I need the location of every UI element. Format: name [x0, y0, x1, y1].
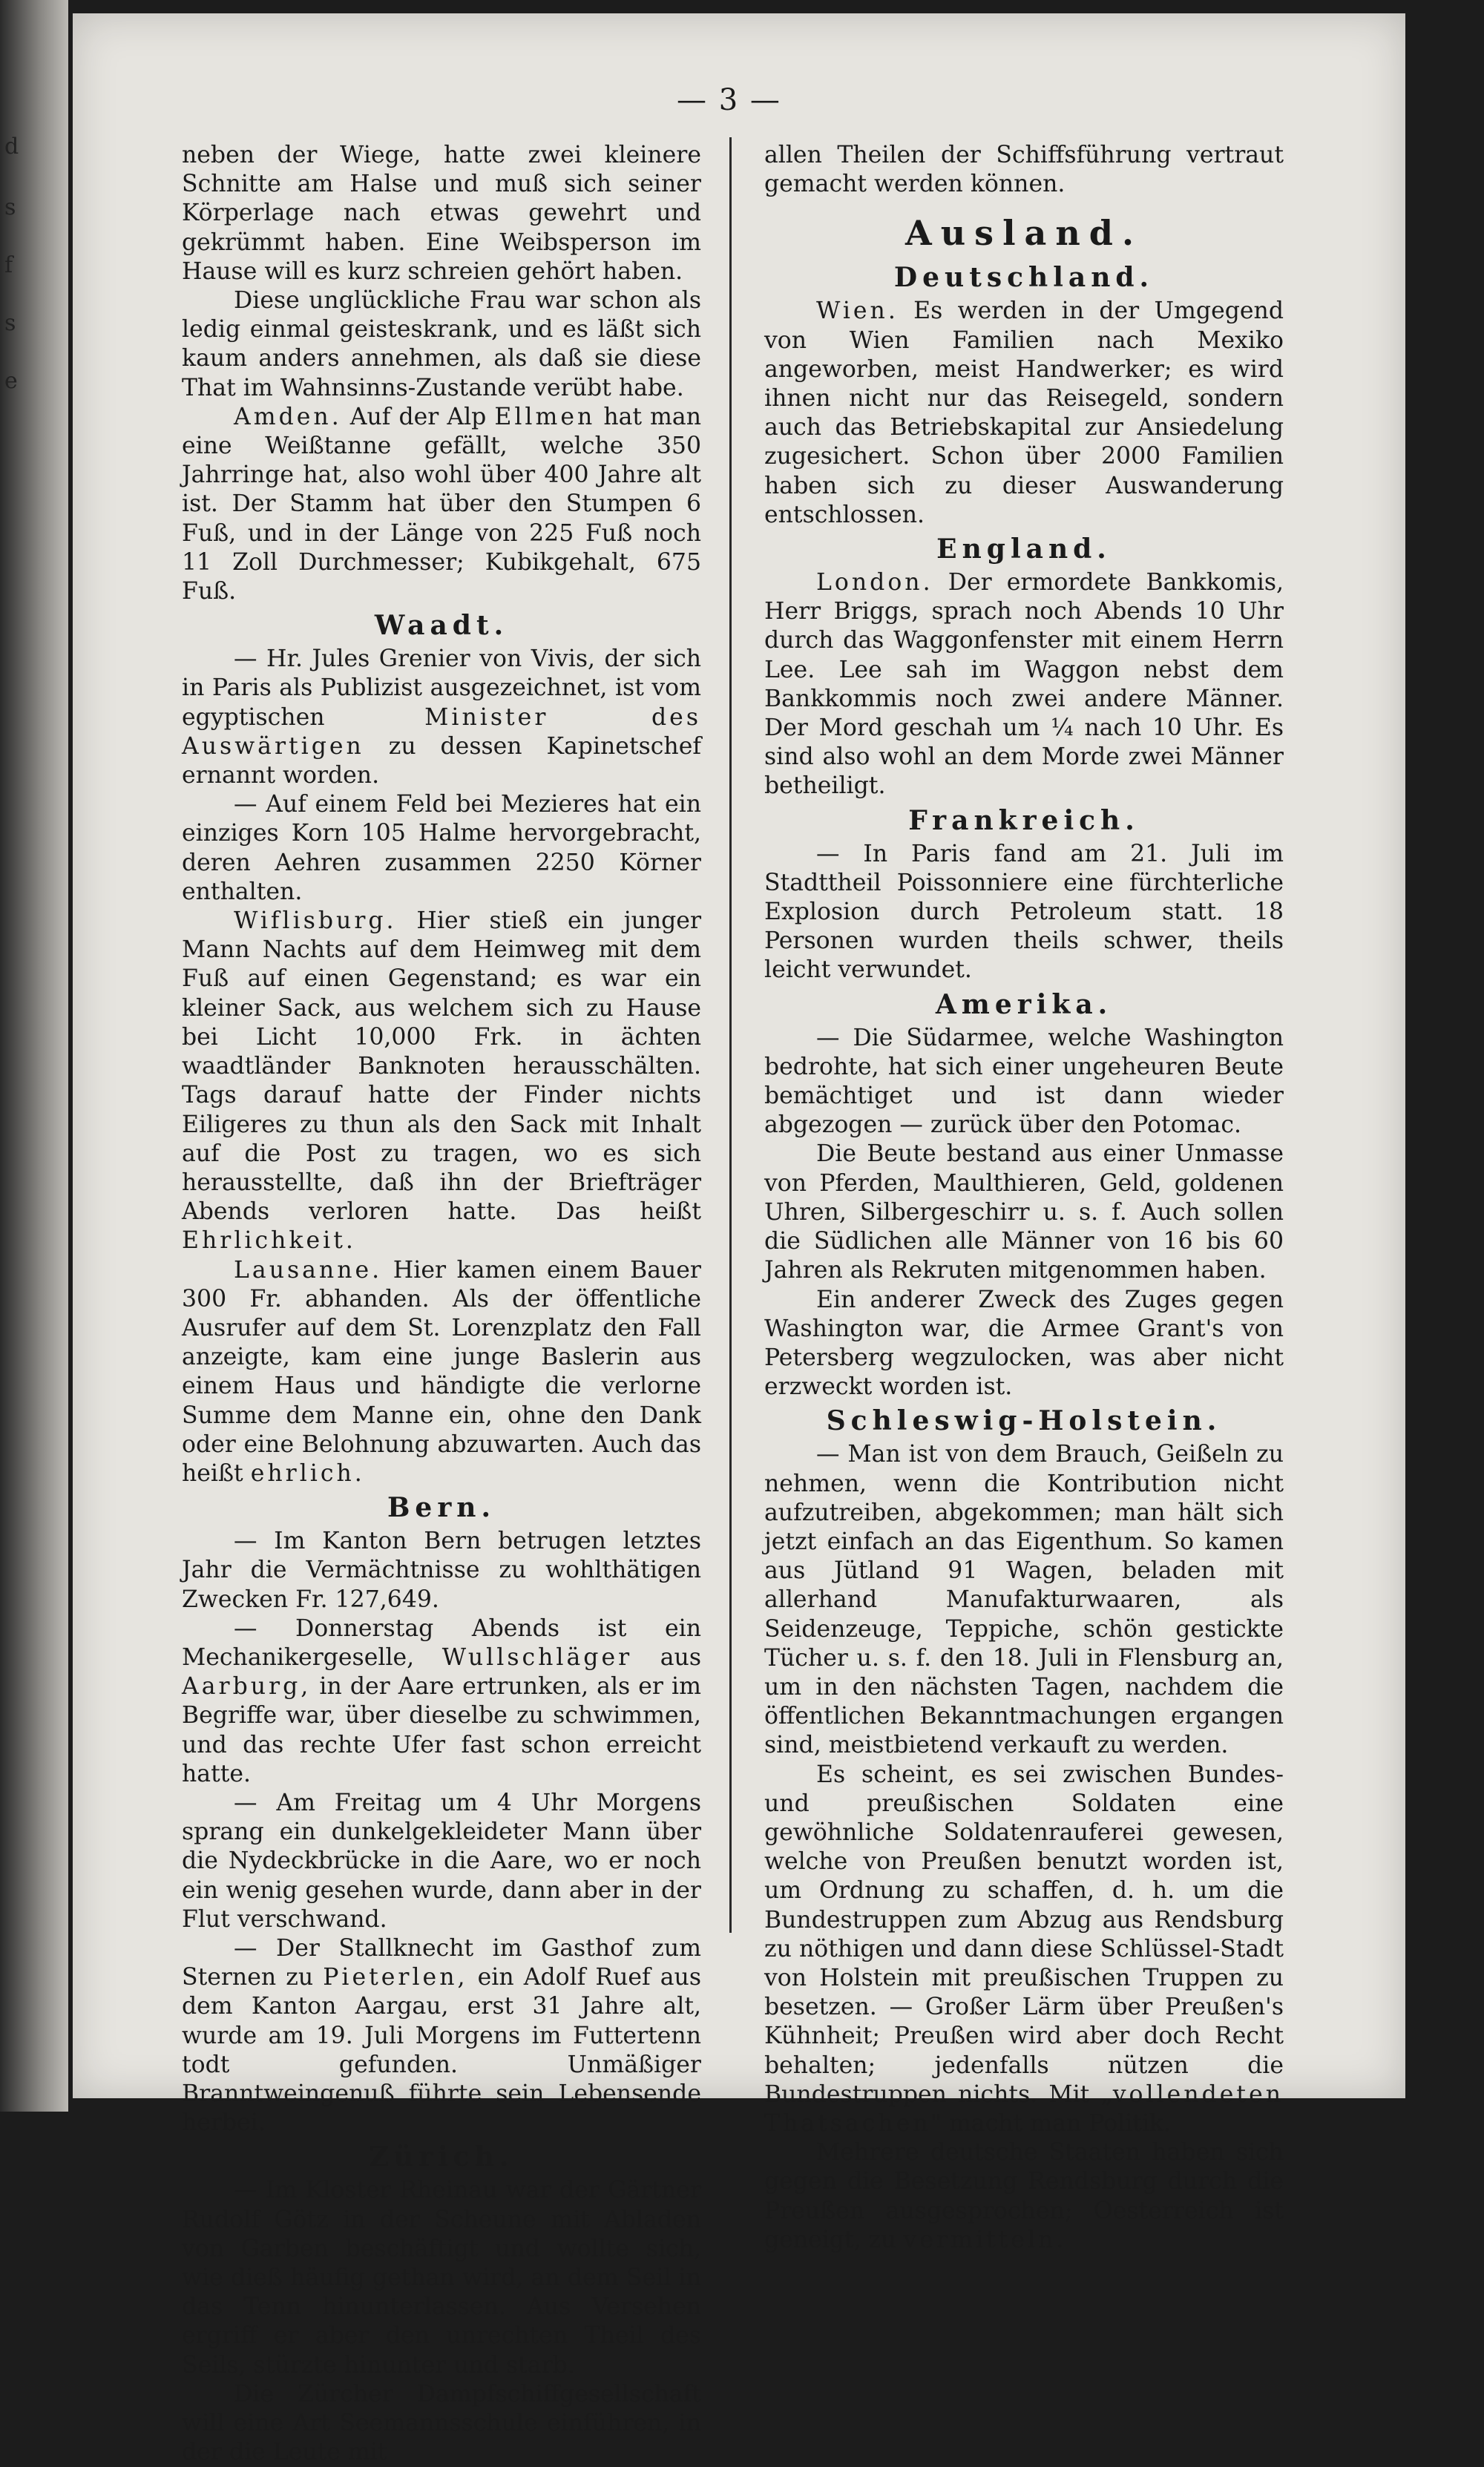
section-heading-zuerich: Zürich. — [369, 2141, 514, 2173]
previous-page-edge: d s f s e — [0, 0, 68, 2112]
article-wiflisburg: Wiflisburg. Hier stieß ein junger Mann Nachts auf dem Heimweg mit dem Fuß auf einen Gegenstand; es war ein kleiner Sack, aus welchem sich zu Hause bei Licht 10,000 Frk. in ächten waadtländer Banknoten herausschälten. Tags darauf hatte der Finder nichts Eiligeres zu thun als den Sack mit Inhalt auf die Post zu tragen, wo es sich herausstellte, daß ihn der Briefträger Abends verloren hatte. Das heißt Ehrlichkeit. — [182, 907, 702, 1255]
section-heading-bern: Bern. — [387, 1492, 496, 1524]
place-name: Wiflisburg. — [234, 907, 397, 935]
section-heading-deutschland: Deutschland. — [893, 262, 1155, 294]
section-heading-schleswig-holstein: Schleswig-Holstein. — [826, 1405, 1222, 1437]
column-rule — [729, 137, 732, 1933]
article-paragraph: — Im Kloster Rheinau war der Gärtner Rudolf Götz in der Scheune mit Abladen von Garben beschäftigt und wollte sich, wie dieß häufig gethan wird, an dem Seil in das Tenn hinunterlassen. Aus Versehen ergriff er aber den unrechten Theil des Seils, stürzte hinunter und starb. — [182, 2177, 701, 2379]
section-heading-waadt: Waadt. — [374, 610, 509, 642]
article-paragraph: — Am Freitag um 4 Uhr Morgens sprang ein dunkelgekleideter Mann über die Nydeckbrücke in die Aare, wo er noch ein wenig gesehen wurde, dann aber in der Flut verschwand. — [182, 1789, 701, 1933]
place-name: Wien. — [816, 298, 899, 325]
section-heading-frankreich: Frankreich. — [908, 804, 1140, 836]
section-heading-ausland: Ausland. — [905, 213, 1143, 254]
alp-name: Ellmen — [494, 403, 596, 430]
article-paragraph: allen Theilen der Schiffsführung vertraut gemacht werden können. — [764, 142, 1284, 198]
article-london: London. Der ermordete Bankkomis, Herr Briggs, sprach noch Abends 10 Uhr durch das Waggonfenster mit einem Herrn Lee. Lee sah im Waggon nebst dem Bankkommis noch zwei andere Männer. Der Mord geschah um ¼ nach 10 Uhr. Es sind also wohl an dem Morde zwei Männer betheiligt. — [764, 569, 1284, 800]
article-paragraph: Diese unglückliche Frau war schon als ledig einmal geisteskrank, und es läßt sich kaum anders annehmen, als daß sie diese That im Wahnsinns-Zustande verübt habe. — [182, 287, 701, 401]
article-paragraph: neben der Wiege, hatte zwei kleinere Schnitte am Halse und muß sich seiner Körperlage nach etwas gewehrt und gekrümmt haben. Eine Weibsperson im Hause will es kurz schreien gehört haben. — [182, 142, 701, 285]
left-column — [182, 141, 701, 2467]
article-wullschlaeger: — Donnerstag Abends ist ein Mechanikergeselle, Wullschläger aus Aarburg, in der Aare ertrunken, als er im Begriffe war, über dieselbe zu schwimmen, und das rechte Ufer fast schon erreicht hatte. — [182, 1614, 702, 1787]
article-paragraph: — Die Südarmee, welche Washington bedrohte, hat sich einer ungeheuren Beute bemächtiget und ist dann wieder abgezogen — zurück über den Potomac. — [764, 1024, 1284, 1139]
article-paragraph: Ein anderer Zweck des Zuges gegen Washington war, die Armee Grant's von Petersberg wegzulocken, was aber nicht erzweckt worden ist. — [764, 1286, 1284, 1401]
article-rendsburg: Es scheint, es sei zwischen Bundes- und preußischen Soldaten eine gewöhnliche Soldatenrauferei gewesen, welche von Preußen benutzt worden ist, um Ordnung zu schaffen, d. h. um die Bundestruppen zum Abzug aus Rendsburg zu nöthigen und dann diese Schlüssel-Stadt von Holstein mit preußischen Truppen zu besetzen. — Großer Lärm über Preußen's Kühnheit; Preußen wird aber doch Recht behalten; jedenfalls nützen die Bundestruppen nichts. Mit „vollendeten Thatsachen" macht man Politik. — [764, 1761, 1284, 2137]
section-heading-amerika: Amerika. — [935, 988, 1113, 1020]
article-paragraph: — Im Kanton Bern betrugen letztes Jahr die Vermächtnisse zu wohlthätigen Zwecken Fr. 127,649. — [182, 1528, 701, 1613]
page-number: — 3 — — [677, 83, 781, 117]
section-heading-england: England. — [936, 533, 1112, 565]
article-lausanne: Lausanne. Hier kamen einem Bauer 300 Fr. abhanden. Als der öffentliche Ausrufer auf dem St. Lorenzplatz den Fall anzeigte, kam eine junge Baslerin aus einem Haus und händigte die verlorne Summe dem Manne ein, ohne den Dank oder eine Belohnung abzuwarten. Auch das heißt ehrlich. — [182, 1256, 701, 1487]
article-paragraph: — Man ist von dem Brauch, Geißeln zu nehmen, wenn die Kontribution nicht aufzutreiben, abgekommen; man hält sich jetzt einfach an das Eigenthum. So kamen aus Jütland 91 Wagen, beladen mit allerhand Manufakturwaaren, als Seidenzeuge, Teppiche, schön gestickte Tücher u. s. f. den 18. Juli in Flensburg an, um in den nächsten Tagen, nachdem die öffentlichen Bekanntmachungen ergangen sind, meistbietend verkauft zu werden. — [764, 1441, 1284, 1759]
article-paragraph: — Auf einem Feld bei Mezieres hat ein einziges Korn 105 Halme hervorgebracht, deren Aehren zusammen 2250 Körner enthalten. — [182, 791, 701, 905]
place-name: London. — [816, 569, 933, 597]
place-name: Lausanne. — [234, 1256, 383, 1284]
place-name: Amden. — [234, 403, 342, 430]
article-amden: Amden. Auf der Alp Ellmen hat man eine Weißtanne gefällt, welche 350 Jahrringe hat, also wohl über 400 Jahre alt ist. Der Stamm hat über den Stumpen 6 Fuß, und in der Länge von 225 Fuß noch 11 Zoll Durchmesser; Kubikgehalt, 675 Fuß. — [182, 403, 701, 605]
article-paragraph: Die Beute bestand aus einer Unmasse von Pferden, Maulthieren, Geld, goldenen Uhren, Silbergeschirr u. s. f. Auch sollen die Südlichen alle Männer von 16 bis 60 Jahren als Rekruten mitgenommen haben. — [764, 1140, 1284, 1284]
article-stallknecht: — Der Stallknecht im Gasthof zum Sternen zu Pieterlen, ein Adolf Ruef aus dem Kanton Aargau, erst 31 Jahre alt, wurde am 19. Juli Morgens im Futtertenn todt gefunden. Unmäßiger Branntweingenuß führte sein Lebensende herbei. — [182, 1934, 702, 2137]
right-column — [764, 141, 1284, 2255]
article-wien: Wien. Es werden in der Umgegend von Wien Familien nach Mexiko angeworben, meist Handwerker; es wird ihnen nicht nur das Reisegeld, sondern auch das Betriebskapital zur Ansiedelung zugesichert. Schon über 2000 Familien haben sich zu dieser Auswanderung entschlossen. — [764, 298, 1284, 528]
article-grenier: — Hr. Jules Grenier von Vivis, der sich in Paris als Publizist ausgezeichnet, ist vom egyptischen Minister des Auswärtigen zu dessen Kapinetschef ernannt worden. — [182, 646, 702, 789]
article-staaten: Mehrere deutsche Staaten haben sich gegen die Besetzung Rendsburg durch die Preußen ausgesprochen; Oesterreich ist geneigt, zu vermitteln. — [764, 2139, 1284, 2253]
article-paragraph: Die Zürcher Dampfschiffgesellschaft will eine Art Seemannsschule einführen, in der die Leute mit — [182, 2380, 701, 2466]
article-paragraph: — In Paris fand am 21. Juli im Stadttheil Poissonniere eine fürchterliche Explosion durch Petroleum statt. 18 Personen wurden theils schwer, theils leicht verwundet. — [764, 840, 1284, 984]
